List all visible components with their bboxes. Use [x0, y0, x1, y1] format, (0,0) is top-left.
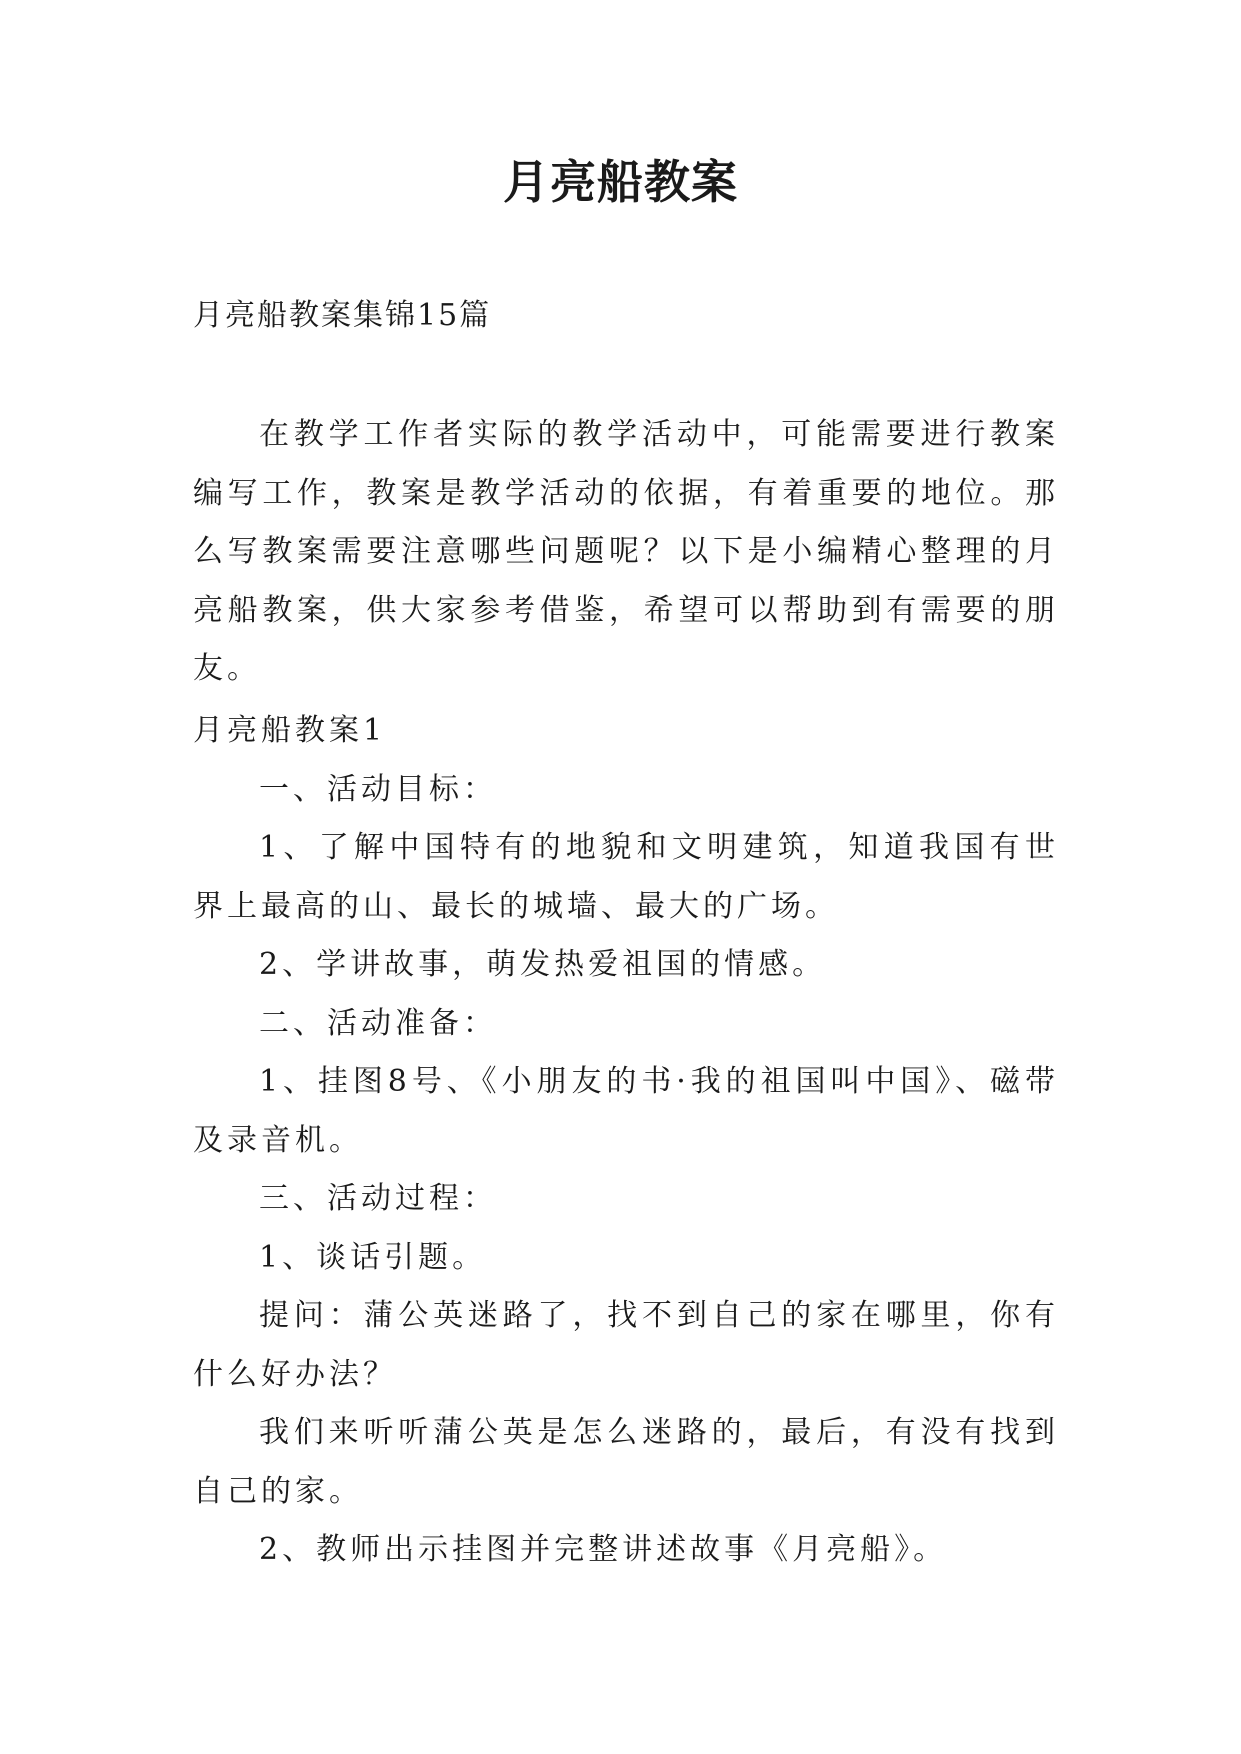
- section-heading: 月亮船教案1: [193, 713, 387, 748]
- paragraph-process-heading: 三、活动过程：: [259, 1181, 497, 1216]
- intro-paragraph: 在教学工作者实际的教学活动中，可能需要进行教案编写工作，教案是教学活动的依据，有着重要的地位。那么写教案需要注意哪些问题呢？以下是小编精心整理的月亮船教案，供大家参考借鉴，希望可以帮助到有需要的朋友。: [193, 417, 1059, 686]
- paragraph-listen-story: 我们来听听蒲公英是怎么迷路的，最后，有没有找到自己的家。: [193, 1415, 1059, 1509]
- paragraph-goal-2: 2、学讲故事，萌发热爱祖国的情感。: [259, 947, 827, 982]
- paragraph-activity-goals-heading: 一、活动目标：: [259, 771, 497, 807]
- paragraph-goal-1: 1、了解中国特有的地貌和文明建筑，知道我国有世界上最高的山、最长的城墙、最大的广场。: [193, 830, 1059, 924]
- paragraph-question: 提问：蒲公英迷路了，找不到自己的家在哪里，你有什么好办法？: [193, 1298, 1059, 1392]
- document-subtitle: 月亮船教案集锦15篇: [193, 298, 492, 333]
- page-title: 月亮船教案: [503, 155, 738, 209]
- intro-block: [193, 406, 1059, 699]
- paragraph-process-step-1: 1、谈话引题。: [259, 1239, 487, 1275]
- paragraph-preparation-1: 1、挂图8号、《小朋友的书·我的祖国叫中国》、磁带及录音机。: [193, 1064, 1059, 1158]
- lesson-plan-section: [193, 702, 1059, 1580]
- paragraph-preparation-heading: 二、活动准备：: [259, 1005, 497, 1041]
- paragraph-process-step-2: 2、教师出示挂图并完整讲述故事《月亮船》。: [259, 1532, 948, 1567]
